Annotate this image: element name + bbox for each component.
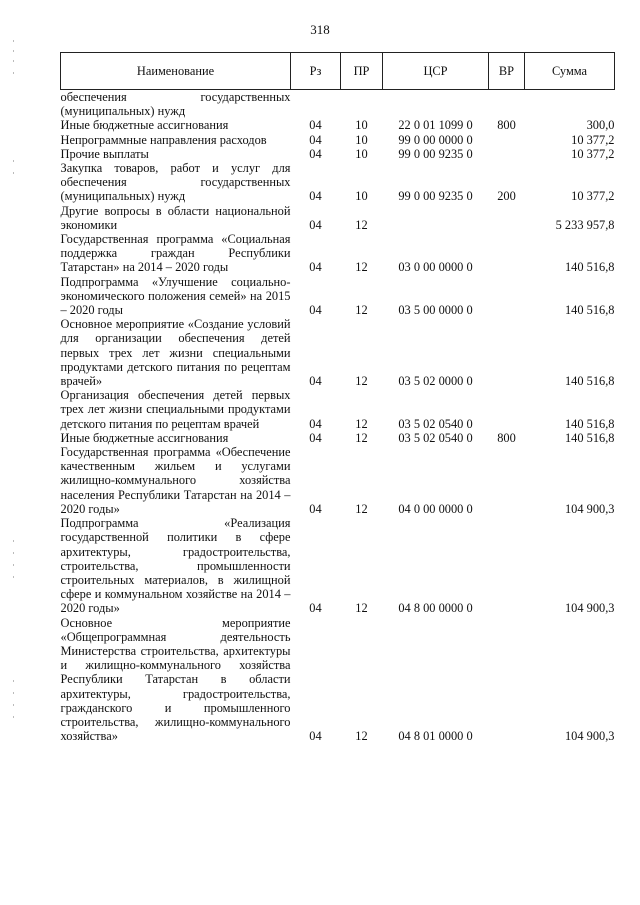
table-header-row [61,53,615,90]
budget-table [60,52,615,743]
row-sum: 300,0 [586,118,615,133]
row-csr: 04 8 01 0000 0 [398,729,473,744]
row-csr: 04 0 00 0000 0 [398,501,473,516]
row-csr: 99 0 00 9235 0 [398,146,473,161]
row-sum: 104 900,3 [564,601,615,616]
row-csr: 03 5 02 0000 0 [398,374,473,389]
row-sum: 104 900,3 [564,501,615,516]
row-vr [489,516,525,615]
row-vr [489,445,525,516]
row-csr: 03 5 02 0540 0 [398,416,473,431]
row-name: Государственная программа «Социальная поддержка граждан Республики Татарстан» на 2014 – 2020 годы [60,232,291,275]
header-csr: ЦСР [383,53,489,90]
row-csr [383,90,489,119]
table-row [61,516,615,615]
row-name: Закупка товаров, работ и услуг для обеспечения государственных (муниципальных) нужд [60,161,291,204]
row-csr: 03 5 02 0540 0 [398,430,473,445]
table-row [61,133,615,147]
row-vr [489,90,525,119]
row-vr [489,147,525,161]
row-sum: 10 377,2 [571,189,615,204]
header-sum: Сумма [525,53,615,90]
row-csr: 04 8 00 0000 0 [398,601,473,616]
row-name: обеспечения государственных (муниципальных) нужд [60,90,291,119]
row-sum: 140 516,8 [564,416,615,431]
row-pr [341,90,383,119]
row-pr: 12 [355,729,368,744]
row-vr [489,388,525,431]
row-sum: 10 377,2 [571,132,615,147]
row-csr: 22 0 01 1099 0 [398,118,473,133]
row-rz: 04 [309,217,322,232]
table-row [61,616,615,744]
row-rz: 04 [309,303,322,318]
row-csr: 99 0 00 0000 0 [398,132,473,147]
row-name: Подпрограмма «Реализация государственной политики в сфере архитектуры, градостроительства, строительства, промышленности строительных материалов, в жилищной сфере и коммунальном хозяйстве на 2014 – 2020 годы» [60,516,291,616]
row-sum: 140 516,8 [564,303,615,318]
row-pr: 10 [355,118,368,133]
row-pr: 10 [355,189,368,204]
row-name: Организация обеспечения детей первых трех лет жизни специальными продуктами детского питания по рецептам врачей [60,388,291,431]
row-sum [525,90,615,119]
row-sum: 140 516,8 [564,260,615,275]
page-number: 318 [310,22,330,37]
row-vr: 800 [497,118,516,133]
row-csr [383,204,489,232]
row-pr: 12 [355,416,368,431]
row-vr [489,133,525,147]
row-rz: 04 [309,430,322,445]
row-name: Непрограммные направления расходов [60,132,267,147]
margin-binding-marks [13,40,15,860]
row-sum: 10 377,2 [571,146,615,161]
table-row [61,90,615,119]
row-rz [291,90,341,119]
row-pr: 12 [355,501,368,516]
row-name: Иные бюджетные ассигнования [60,430,229,445]
row-csr: 99 0 00 9235 0 [398,189,473,204]
row-rz: 04 [309,260,322,275]
row-pr: 10 [355,132,368,147]
row-name: Государственная программа «Обеспечение качественным жильем и услугами жилищно-коммунального хозяйства населения Республики Татарстан на 2014 – 2020 годы» [60,445,291,516]
row-vr [489,204,525,232]
table-row [61,388,615,431]
row-vr [489,275,525,318]
table-row [61,431,615,445]
row-rz: 04 [309,189,322,204]
row-vr [489,616,525,744]
row-rz: 04 [309,416,322,431]
header-name: Наименование [61,53,291,90]
table-row [61,232,615,275]
row-name: Основное мероприятие «Создание условий для организации обеспечения детей первых трех лет жизни специальными продуктами детского питания по рецептам врачей» [60,317,291,389]
row-pr: 12 [355,601,368,616]
table-row [61,275,615,318]
row-sum: 140 516,8 [564,430,615,445]
row-sum: 5 233 957,8 [555,217,615,232]
row-vr: 800 [497,430,516,445]
table-row [61,445,615,516]
row-pr: 12 [355,303,368,318]
table-row [61,147,615,161]
row-rz: 04 [309,729,322,744]
row-name: Прочие выплаты [60,146,149,161]
row-pr: 12 [355,430,368,445]
row-name: Другие вопросы в области национальной экономики [60,203,291,232]
row-rz: 04 [309,601,322,616]
table-row [61,161,615,204]
row-rz: 04 [309,501,322,516]
row-vr [489,232,525,275]
table-row [61,118,615,132]
row-pr: 12 [355,374,368,389]
row-csr: 03 0 00 0000 0 [398,260,473,275]
row-rz: 04 [309,118,322,133]
row-rz: 04 [309,374,322,389]
table-row [61,204,615,232]
row-rz: 04 [309,132,322,147]
table-row [61,317,615,388]
row-pr: 10 [355,146,368,161]
row-sum: 140 516,8 [564,374,615,389]
row-name: Основное мероприятие «Общепрограммная деятельность Министерства строительства, архитектуры и жилищно-коммунального хозяйства Республики Татарстан в области архитектуры, градостроительства, гражданского и промышленного строительства, жилищно-коммунального хозяйства» [60,615,291,744]
row-sum: 104 900,3 [564,729,615,744]
row-pr: 12 [355,217,368,232]
row-csr: 03 5 00 0000 0 [398,303,473,318]
row-name: Подпрограмма «Улучшение социально-экономического положения семей» на 2015 – 2020 годы [60,274,291,318]
header-vr: ВР [489,53,525,90]
header-rz: Рз [291,53,341,90]
row-pr: 12 [355,260,368,275]
header-pr: ПР [341,53,383,90]
row-name: Иные бюджетные ассигнования [60,118,229,133]
row-vr [489,317,525,388]
row-rz: 04 [309,146,322,161]
row-vr: 200 [497,189,516,204]
